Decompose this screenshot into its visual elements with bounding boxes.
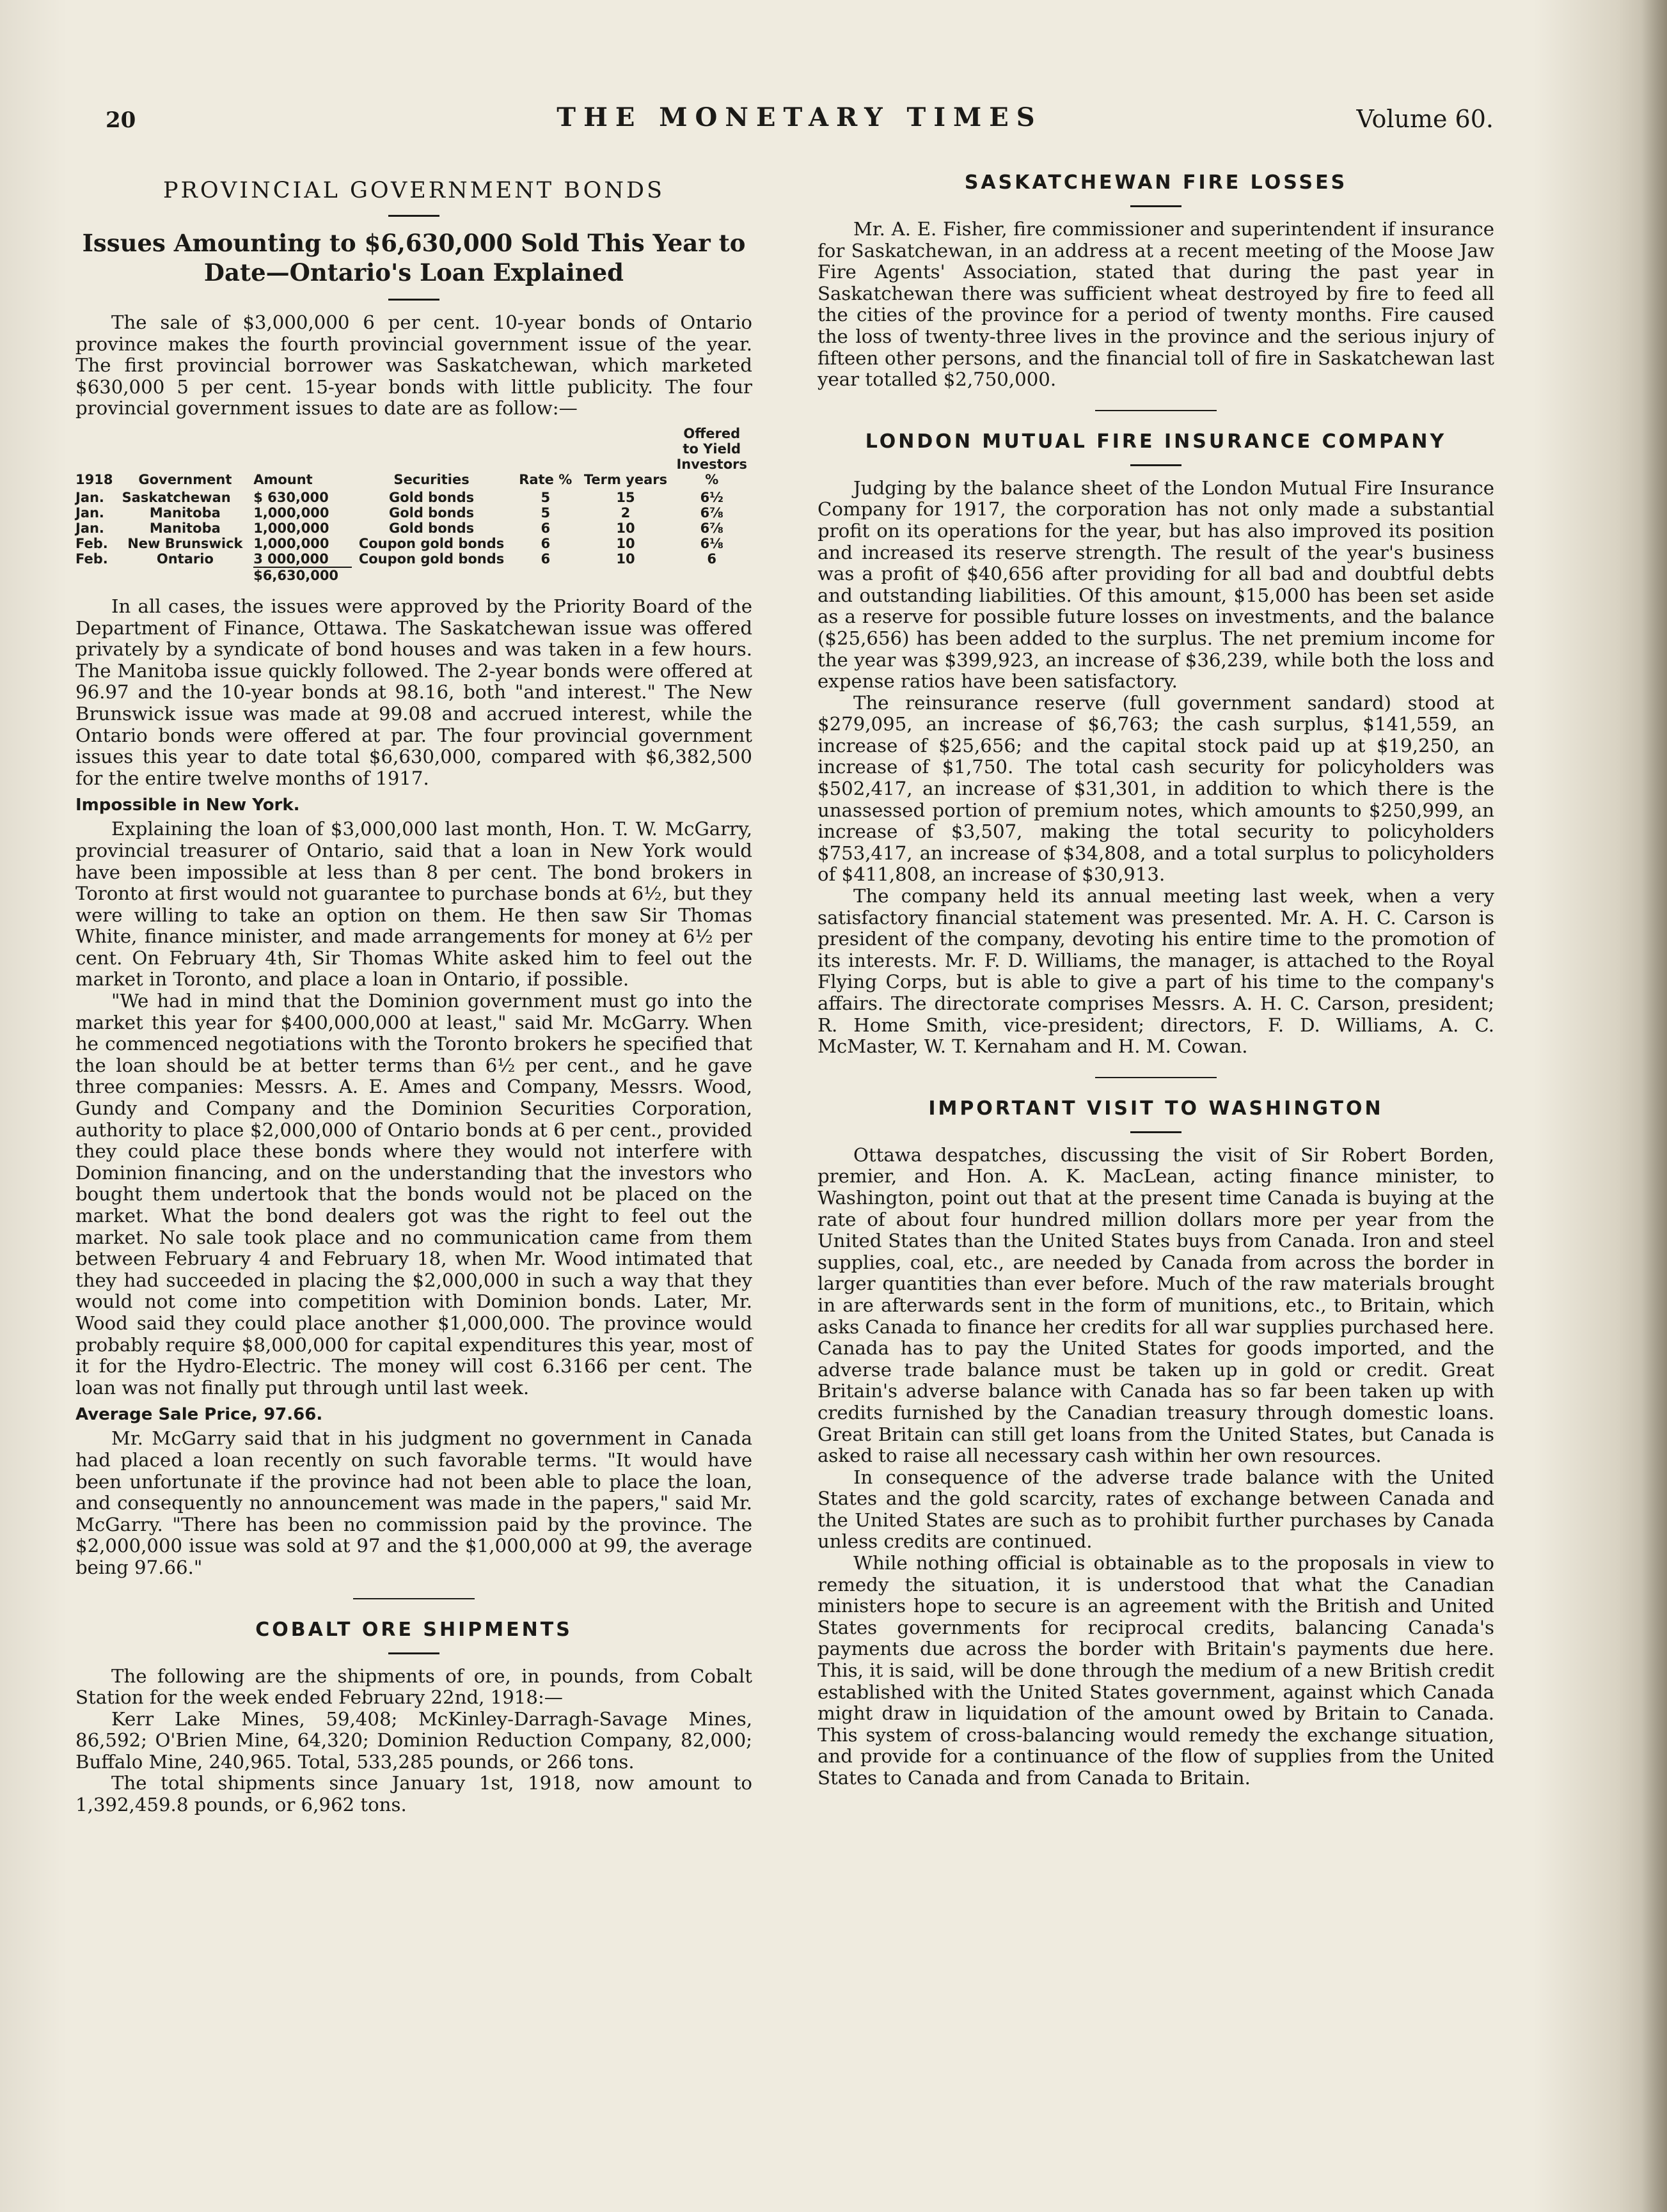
cell-rate: 6 (541, 551, 551, 567)
table-row (75, 536, 752, 551)
london-paragraph-3: The company held its annual meeting last week, when a very satisfactory financial statement was presented. Mr. A. H. C. Carson is president of the company, devoting his entire time to the promotion of its interests. Mr. F. D. Williams, the manager, is attached to the Royal Flying Corps, but is able to give a part of his time to the company's affairs. The directorate comprises Messrs. A. H. C. Carson, president; R. Home Smith, vice-president; directors, F. D. Williams, A. C. McMaster, W. T. Kernaham and H. M. Cowan. (818, 885, 1494, 1058)
table-row (75, 551, 752, 567)
bonds-paragraph-4: "We had in mind that the Dominion government must go into the market this year for $400,000,000 at least," said Mr. McGarry. When he commenced negotiations with the Toronto brokers he specified that the loan should be at better terms than 6½ per cent., and he gave three companies: Messrs. A. E. Ames and Company, Messrs. Wood, Gundy and Company and the Dominion Securities Corporation, authority to place $2,000,000 of Ontario bonds at 6 per cent., provided they could place these bonds where they would not interfere with Dominion financing, and on the understanding that the investors who bought them undertook that the bonds would not be placed on the market. What the bond dealers got was the right to feel out the market. No sale took place and no communication came from them between February 4 and February 18, when Mr. Wood intimated that they had succeeded in placing the $2,000,000 in such a way that they would not come into competition with Dominion bonds. Later, Mr. Wood said they could place another $1,000,000. The province would probably require $8,000,000 for capital expenditures this year, most of it for the Hydro-Electric. The money will cost 6.3166 per cent. The loan was not finally put through until last week. (75, 990, 752, 1399)
cell-securities: Gold bonds (388, 489, 475, 505)
section-divider (1095, 1077, 1217, 1078)
cell-yield: 6⅞ (700, 505, 723, 521)
title-rule (388, 215, 439, 217)
header-amount: Amount (253, 471, 313, 487)
cell-amount: $ 630,000 (253, 489, 329, 505)
bonds-paragraph-2: In all cases, the issues were approved by the Priority Board of the Department of Finance, Ottawa. The Saskatchewan issue was offered privately by a syndicate of bond houses and was taken in a few hours. The Manitoba issue quickly followed. The 2-year bonds were offered at 96.97 and the 10-year bonds at 98.16, both "and interest." The New Brunswick issue was made at 99.08 and accrued interest, while the Ontario bonds were offered at par. The four provincial government issues this year to date total $6,630,000, compared with $6,382,500 for the entire twelve months of 1917. (75, 595, 752, 789)
cell-term: 10 (616, 551, 635, 567)
cell-empty (352, 567, 516, 583)
page-number: 20 (106, 107, 136, 133)
title-rule (1130, 205, 1181, 207)
cell-rate: 5 (541, 505, 551, 521)
cell-yield: 6½ (700, 489, 723, 505)
left-column (75, 160, 752, 1816)
cobalt-article-title: COBALT ORE SHIPMENTS (255, 1618, 573, 1641)
bond-issues-table (75, 426, 752, 583)
table-total-row (75, 567, 752, 583)
cell-rate: 6 (541, 520, 551, 536)
cell-government: Manitoba (149, 520, 221, 536)
running-head (106, 102, 1494, 141)
cell-government: New Brunswick (127, 535, 243, 551)
cell-rate: 6 (541, 535, 551, 551)
cell-amount: 1,000,000 (253, 535, 329, 551)
cell-term: 15 (616, 489, 635, 505)
cell-government: Manitoba (149, 505, 221, 521)
page-edge-shadow (1641, 0, 1667, 2212)
cell-securities: Coupon gold bonds (358, 551, 505, 567)
sask-article-title: SASKATCHEWAN FIRE LOSSES (964, 171, 1348, 194)
header-year: 1918 (75, 471, 113, 487)
section-divider (353, 1598, 475, 1599)
cell-term: 10 (616, 535, 635, 551)
section-divider (1095, 410, 1217, 411)
london-paragraph-2: The reinsurance reserve (full government sandard) stood at $279,095, an increase of $6,763; the cash surplus, $141,559, an increase of $25,656; and the capital stock paid up at $19,250, an increase of $1,750. The total cash security for policyholders was $502,417, an increase of $31,301, in addition to which there is the unassessed portion of premium notes, which amounts to $250,999, an increase of $3,507, making the total security to policyholders $753,417, an increase of $34,808, and a total surplus to policyholders of $411,808, an increase of $30,913. (818, 691, 1494, 886)
cell-securities: Gold bonds (388, 505, 475, 521)
cell-rate: 5 (541, 489, 551, 505)
washington-paragraph-2: In consequence of the adverse trade balance with the United States and the gold scarcity, rates of exchange between Canada and the United States are such as to prohibit further purchases by Canada unless credits are continued. (818, 1466, 1494, 1553)
washington-article-title: IMPORTANT VISIT TO WASHINGTON (928, 1097, 1384, 1120)
bonds-article-title: PROVINCIAL GOVERNMENT BONDS (162, 178, 665, 203)
cell-yield: 6⅛ (700, 535, 723, 551)
cell-securities: Coupon gold bonds (358, 535, 505, 551)
london-paragraph-1: Judging by the balance sheet of the London Mutual Fire Insurance Company for 1917, the corporation has not only made a substantial profit on its operations for the year, but has also improved its position and increased its reserve strength. The result of the year's business was a profit of $40,656 after providing for all bad and doubtful debts and outstanding liabilities. Of this amount, $15,000 has been set aside as a reserve for possible future losses on investments, and the balance ($25,656) has been added to the surplus. The net premium income for the year was $399,923, an increase of $36,239, while both the loss and expense ratios have been satisfactory. (818, 476, 1494, 693)
cell-yield: 6 (707, 551, 717, 567)
cell-amount: 3 000,000 (253, 551, 329, 567)
header-securities: Securities (393, 471, 470, 487)
subtitle-rule (388, 299, 439, 301)
cell-yield: 6⅞ (700, 520, 723, 536)
cell-government: Ontario (156, 551, 214, 567)
cobalt-paragraph-2: Kerr Lake Mines, 59,408; McKinley-Darragh-Savage Mines, 86,592; O'Brien Mine, 64,320; Dominion Reduction Company, 82,000; Buffalo Mine, 240,965. Total, 533,285 pounds, or 266 tons. (75, 1707, 752, 1773)
cell-month: Jan. (75, 520, 104, 536)
side-head-new-york: Impossible in New York. (75, 796, 300, 815)
title-rule (1130, 1131, 1181, 1133)
cell-empty (676, 567, 752, 583)
cell-government: Saskatchewan (122, 489, 231, 505)
cell-month: Jan. (75, 505, 104, 521)
volume-label: Volume 60. (1356, 105, 1494, 133)
header-term: Term years (583, 471, 668, 487)
washington-paragraph-3: While nothing official is obtainable as to the proposals in view to remedy the situation, it is understood that what the Canadian ministers hope to secure is an agreement with the British and United States governments for reciprocal credits, balancing Canada's payments due across the border with Britain's payments due here. This, it is said, will be done through the medium of a new British credit established with the United States government, against which Canada might draw in liquidation of the amount owed by Britain to Canada. This system of cross-balancing would remedy the exchange situation, and provide for a continuance of the flow of supplies from the United States to Canada and from Canada to Britain. (818, 1552, 1494, 1789)
bonds-paragraph-3: Explaining the loan of $3,000,000 last month, Hon. T. W. McGarry, provincial treasurer of Ontario, said that a loan in New York would have been impossible at less than 8 per cent. The bond brokers in Toronto at first would not guarantee to purchase bonds at 6½, but they were willing to take an option on them. He then saw Sir Thomas White, finance minister, and made arrangements for money at 6½ per cent. On February 4th, Sir Thomas White asked him to feel out the market in Toronto, and place a loan in Ontario, if possible. (75, 818, 752, 991)
cell-empty (516, 567, 580, 583)
cell-month: Feb. (75, 551, 108, 567)
sask-paragraph-1: Mr. A. E. Fisher, fire commissioner and superintendent if insurance for Saskatchewan, in an address at a recent meeting of the Moose Jaw Fire Agents' Association, stated that during the past year in Saskatchewan there was sufficient wheat destroyed by fire to feed all the cities of the province for a period of twenty months. Fire caused the loss of twenty-three lives in the province and the serious injury of fifteen other persons, and the financial toll of fire in Saskatchewan last year totalled $2,750,000. (818, 218, 1494, 391)
table-row (75, 521, 752, 536)
title-rule (388, 1652, 439, 1654)
table-row (75, 505, 752, 521)
table-row (75, 490, 752, 505)
cobalt-paragraph-3: The total shipments since January 1st, 1918, now amount to 1,392,459.8 pounds, or 6,962 tons. (75, 1772, 752, 1816)
washington-paragraph-1: Ottawa despatches, discussing the visit of Sir Robert Borden, premier, and Hon. A. K. MacLean, acting finance minister, to Washington, point out that at the present time Canada is buying at the rate of about four hundred million dollars more per year from the United States than the United States buys from Canada. Iron and steel supplies, coal, etc., are needed by Canada from across the border in larger quantities than ever before. Much of the raw materials brought in are afterwards sent in the form of munitions, etc., to Britain, which asks Canada to finance her credits for all war supplies purchased here. Canada has to pay the United States for goods imported, and the adverse trade balance must be taken up in gold or credit. Great Britain's adverse balance with Canada has so far been taken up with credits furnished by the Canadian treasury through domestic loans. Great Britain can still get loans from the United States, but Canada is asked to raise all necessary cash within her own resources. (818, 1143, 1494, 1467)
bonds-intro-paragraph: The sale of $3,000,000 6 per cent. 10-year bonds of Ontario province makes the fourth provincial government issue of the year. The first provincial borrower was Saskatchewan, which marketed $630,000 5 per cent. 15-year bonds with little publicity. The four provincial government issues to date are as follow:— (75, 311, 752, 420)
cell-term: 2 (620, 505, 631, 521)
cell-month: Feb. (75, 535, 108, 551)
cell-securities: Gold bonds (388, 520, 475, 536)
bonds-paragraph-5: Mr. McGarry said that in his judgment no government in Canada had placed a loan recently on such favorable terms. "It would have been unfortunate if the province had not been able to place the loan, and consequently no announcement was made in the papers," said Mr. McGarry. "There has been no commission paid by the province. The $2,000,000 issue was sold at 97 and the $1,000,000 at 99, the average being 97.66." (75, 1427, 752, 1578)
cell-amount: 1,000,000 (253, 505, 329, 521)
header-yield: Offered to Yield Investors % (676, 425, 748, 487)
bonds-article-subtitle: Issues Amounting to $6,630,000 Sold This Year to Date—Ontario's Loan Explained (82, 229, 746, 286)
cell-empty (122, 567, 254, 583)
cobalt-paragraph-1: The following are the shipments of ore, in pounds, from Cobalt Station for the week ended February 22nd, 1918:— (75, 1665, 752, 1709)
journal-title: THE MONETARY TIMES (557, 102, 1043, 132)
cell-amount: 1,000,000 (253, 520, 329, 536)
header-rate: Rate % (519, 471, 573, 487)
london-article-title: LONDON MUTUAL FIRE INSURANCE COMPANY (865, 430, 1447, 453)
side-head-average-price: Average Sale Price, 97.66. (75, 1405, 323, 1425)
cell-empty (75, 567, 122, 583)
title-rule (1130, 464, 1181, 466)
right-column (818, 160, 1494, 1789)
cell-term: 10 (616, 520, 635, 536)
cell-month: Jan. (75, 489, 104, 505)
header-government: Government (138, 471, 232, 487)
table-total: $6,630,000 (253, 567, 352, 583)
table-header-row (75, 426, 752, 490)
cell-empty (580, 567, 676, 583)
